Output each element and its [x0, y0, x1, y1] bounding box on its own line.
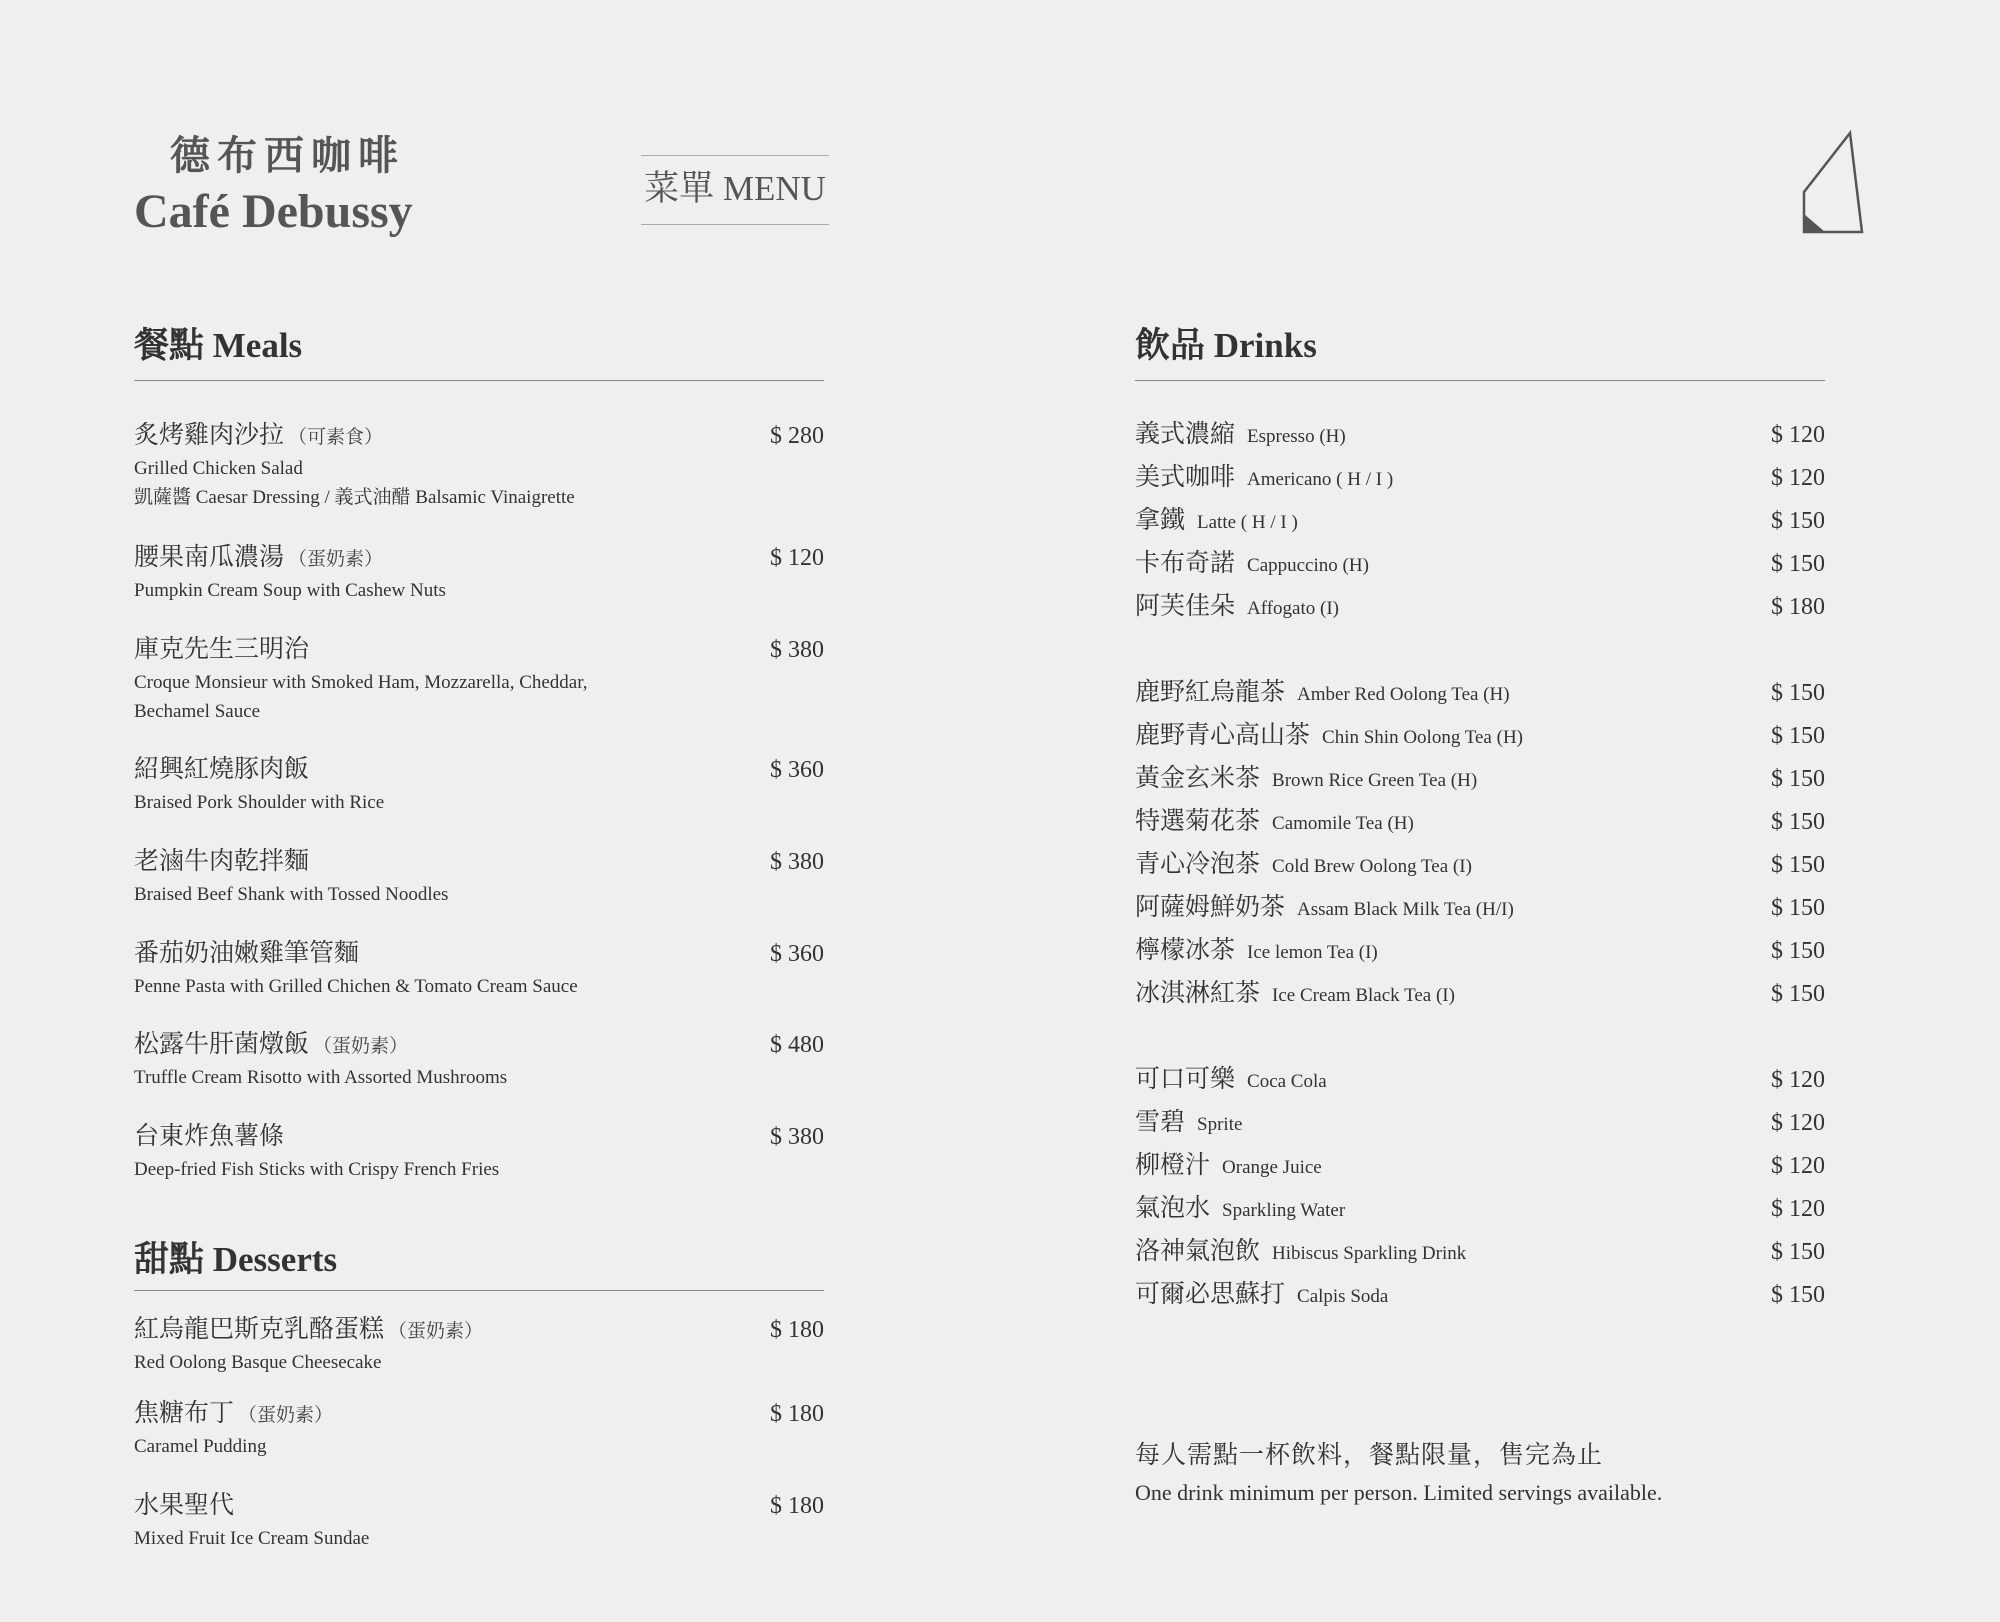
drink-price: $ 120 [1771, 1196, 1825, 1222]
menu-item [134, 540, 824, 605]
item-price: $ 480 [770, 1032, 824, 1058]
drink-name-en: Chin Shin Oolong Tea (H) [1322, 727, 1523, 748]
drink-item [1135, 1103, 1825, 1143]
item-name-cn: 炙烤雞肉沙拉 [134, 422, 285, 449]
drink-item [1135, 759, 1825, 799]
drink-name-cn: 美式咖啡 [1135, 464, 1236, 491]
drink-price: $ 120 [1771, 1153, 1825, 1179]
drink-name-cn: 特選菊花茶 [1135, 808, 1261, 835]
item-price: $ 380 [770, 849, 824, 875]
notice-cn: 每人需點一杯飲料，餐點限量，售完為止 [1135, 1442, 1604, 1469]
item-name-cn: 紹興紅燒豚肉飯 [134, 756, 310, 783]
item-price: $ 180 [770, 1493, 824, 1519]
drink-name-en: Calpis Soda [1297, 1286, 1389, 1307]
drink-item [1135, 845, 1825, 885]
drink-name-cn: 黃金玄米茶 [1135, 765, 1261, 792]
notice-en: One drink minimum per person. Limited servings available. [1135, 1480, 1663, 1505]
drink-price: $ 120 [1771, 1067, 1825, 1093]
drink-price: $ 150 [1771, 981, 1825, 1007]
item-name-cn: 台東炸魚薯條 [134, 1123, 285, 1150]
item-name-cn: 紅烏龍巴斯克乳酪蛋糕 [134, 1316, 385, 1343]
item-name-cn: 腰果南瓜濃湯 [134, 544, 285, 571]
drinks-section-title: 飲品 Drinks [1135, 326, 1317, 365]
drink-name-cn: 雪碧 [1135, 1109, 1186, 1136]
drink-name-en: Ice lemon Tea (I) [1247, 942, 1378, 963]
drink-item [1135, 587, 1825, 627]
drink-item [1135, 544, 1825, 584]
item-diet-note: （蛋奶素） [313, 1036, 409, 1057]
item-name-cn: 松露牛肝菌燉飯 [134, 1031, 310, 1058]
drink-item [1135, 673, 1825, 713]
drink-name-en: Amber Red Oolong Tea (H) [1297, 684, 1510, 705]
drink-name-cn: 拿鐵 [1135, 507, 1186, 534]
item-price: $ 180 [770, 1317, 824, 1343]
item-name-en-cont: Bechamel Sauce [134, 701, 261, 722]
item-name-cn: 焦糖布丁 [134, 1400, 235, 1427]
drink-item [1135, 931, 1825, 971]
menu-item [134, 632, 824, 726]
meals-section-title: 餐點 Meals [134, 326, 303, 365]
drink-price: $ 150 [1771, 938, 1825, 964]
menu-item [134, 752, 824, 817]
drink-item [1135, 415, 1825, 455]
drink-price: $ 180 [1771, 594, 1825, 620]
item-name-cn: 庫克先生三明治 [134, 636, 310, 663]
drink-name-cn: 鹿野紅烏龍茶 [1135, 679, 1286, 706]
drink-item [1135, 1275, 1825, 1315]
menu-item [134, 844, 824, 909]
item-name-en: Croque Monsieur with Smoked Ham, Mozzarella, Cheddar, [134, 672, 588, 693]
drink-name-en: Hibiscus Sparkling Drink [1272, 1243, 1467, 1264]
item-diet-note: （蛋奶素） [388, 1321, 484, 1342]
drink-item [1135, 974, 1825, 1014]
drink-name-en: Ice Cream Black Tea (I) [1272, 985, 1455, 1006]
drinks-divider [1135, 380, 1825, 381]
drink-name-cn: 青心冷泡茶 [1135, 851, 1261, 878]
menu-item [134, 1119, 824, 1184]
menu-item [134, 1312, 824, 1377]
item-name-en: Mixed Fruit Ice Cream Sundae [134, 1528, 370, 1549]
item-name-en: Caramel Pudding [134, 1436, 267, 1457]
item-diet-note: （可素食） [288, 427, 384, 448]
drink-name-en: Americano ( H / I ) [1247, 469, 1394, 490]
item-name-en: Braised Beef Shank with Tossed Noodles [134, 884, 449, 905]
drink-name-en: Brown Rice Green Tea (H) [1272, 770, 1478, 791]
drink-name-cn: 義式濃縮 [1135, 421, 1236, 448]
drink-item [1135, 1146, 1825, 1186]
drink-name-cn: 鹿野青心高山茶 [1135, 722, 1311, 749]
item-name-cn: 老滷牛肉乾拌麵 [134, 848, 310, 875]
item-diet-note: （蛋奶素） [238, 1405, 334, 1426]
drink-name-cn: 氣泡水 [1135, 1195, 1211, 1222]
item-name-cn: 水果聖代 [134, 1492, 235, 1519]
drink-name-cn: 檸檬冰茶 [1135, 937, 1236, 964]
brand-logo-icon [1800, 130, 1866, 236]
drink-item [1135, 888, 1825, 928]
drink-name-cn: 可口可樂 [1135, 1066, 1236, 1093]
item-name-en: Pumpkin Cream Soup with Cashew Nuts [134, 580, 446, 601]
drink-name-en: Cold Brew Oolong Tea (I) [1272, 856, 1472, 877]
drink-name-en: Cappuccino (H) [1247, 555, 1369, 576]
item-price: $ 360 [770, 941, 824, 967]
drink-price: $ 120 [1771, 465, 1825, 491]
item-name-en: Penne Pasta with Grilled Chichen & Tomato Cream Sauce [134, 976, 578, 997]
drink-name-en: Latte ( H / I ) [1197, 512, 1298, 533]
drink-price: $ 120 [1771, 1110, 1825, 1136]
drink-name-en: Sparkling Water [1222, 1200, 1346, 1221]
drink-item [1135, 1189, 1825, 1229]
drink-price: $ 120 [1771, 422, 1825, 448]
item-price: $ 180 [770, 1401, 824, 1427]
drink-name-cn: 阿薩姆鮮奶茶 [1135, 894, 1286, 921]
drink-name-en: Espresso (H) [1247, 426, 1346, 447]
drink-name-en: Sprite [1197, 1114, 1243, 1135]
drink-price: $ 150 [1771, 852, 1825, 878]
drink-name-en: Affogato (I) [1247, 598, 1339, 619]
item-price: $ 380 [770, 1124, 824, 1150]
item-diet-note: （蛋奶素） [288, 549, 384, 570]
drink-price: $ 150 [1771, 1282, 1825, 1308]
item-name-en: Red Oolong Basque Cheesecake [134, 1352, 382, 1373]
drink-name-cn: 洛神氣泡飲 [1135, 1238, 1261, 1265]
menu-item [134, 1396, 824, 1461]
drink-name-cn: 可爾必思蘇打 [1135, 1281, 1286, 1308]
brand-name-cn: 德布西咖啡 [170, 133, 405, 178]
item-name-cn: 番茄奶油嫩雞筆管麵 [134, 940, 360, 967]
menu-label: 菜單 MENU [641, 155, 829, 225]
brand-name-en: Café Debussy [134, 185, 413, 238]
drink-name-en: Camomile Tea (H) [1272, 813, 1414, 834]
drink-name-en: Orange Juice [1222, 1157, 1322, 1178]
drink-price: $ 150 [1771, 551, 1825, 577]
drink-name-cn: 柳橙汁 [1135, 1152, 1211, 1179]
menu-item [134, 1027, 824, 1092]
drink-name-cn: 阿芙佳朵 [1135, 593, 1236, 620]
drink-name-en: Assam Black Milk Tea (H/I) [1297, 899, 1514, 920]
menu-item [134, 418, 824, 512]
drink-item [1135, 1232, 1825, 1272]
drink-price: $ 150 [1771, 895, 1825, 921]
item-price: $ 120 [770, 545, 824, 571]
item-dressing-options: 凱薩醬 Caesar Dressing / 義式油醋 Balsamic Vinaigrette [134, 487, 575, 508]
drink-name-en: Coca Cola [1247, 1071, 1327, 1092]
item-price: $ 280 [770, 423, 824, 449]
drink-price: $ 150 [1771, 1239, 1825, 1265]
drink-name-cn: 冰淇淋紅茶 [1135, 980, 1261, 1007]
menu-item [134, 936, 824, 1001]
item-name-en: Braised Pork Shoulder with Rice [134, 792, 385, 813]
drink-price: $ 150 [1771, 809, 1825, 835]
item-price: $ 380 [770, 637, 824, 663]
item-name-en: Deep-fried Fish Sticks with Crispy French Fries [134, 1159, 500, 1180]
meals-divider [134, 380, 824, 381]
desserts-section-title: 甜點 Desserts [134, 1240, 338, 1279]
drink-item [1135, 802, 1825, 842]
drink-item [1135, 458, 1825, 498]
drink-price: $ 150 [1771, 766, 1825, 792]
item-name-en: Grilled Chicken Salad [134, 458, 303, 479]
drink-item [1135, 716, 1825, 756]
drink-price: $ 150 [1771, 723, 1825, 749]
drink-price: $ 150 [1771, 680, 1825, 706]
drink-item [1135, 501, 1825, 541]
item-name-en: Truffle Cream Risotto with Assorted Mushrooms [134, 1067, 508, 1088]
item-price: $ 360 [770, 757, 824, 783]
drink-name-cn: 卡布奇諾 [1135, 550, 1236, 577]
menu-item [134, 1488, 824, 1553]
drink-item [1135, 1060, 1825, 1100]
desserts-divider [134, 1290, 824, 1291]
drink-price: $ 150 [1771, 508, 1825, 534]
